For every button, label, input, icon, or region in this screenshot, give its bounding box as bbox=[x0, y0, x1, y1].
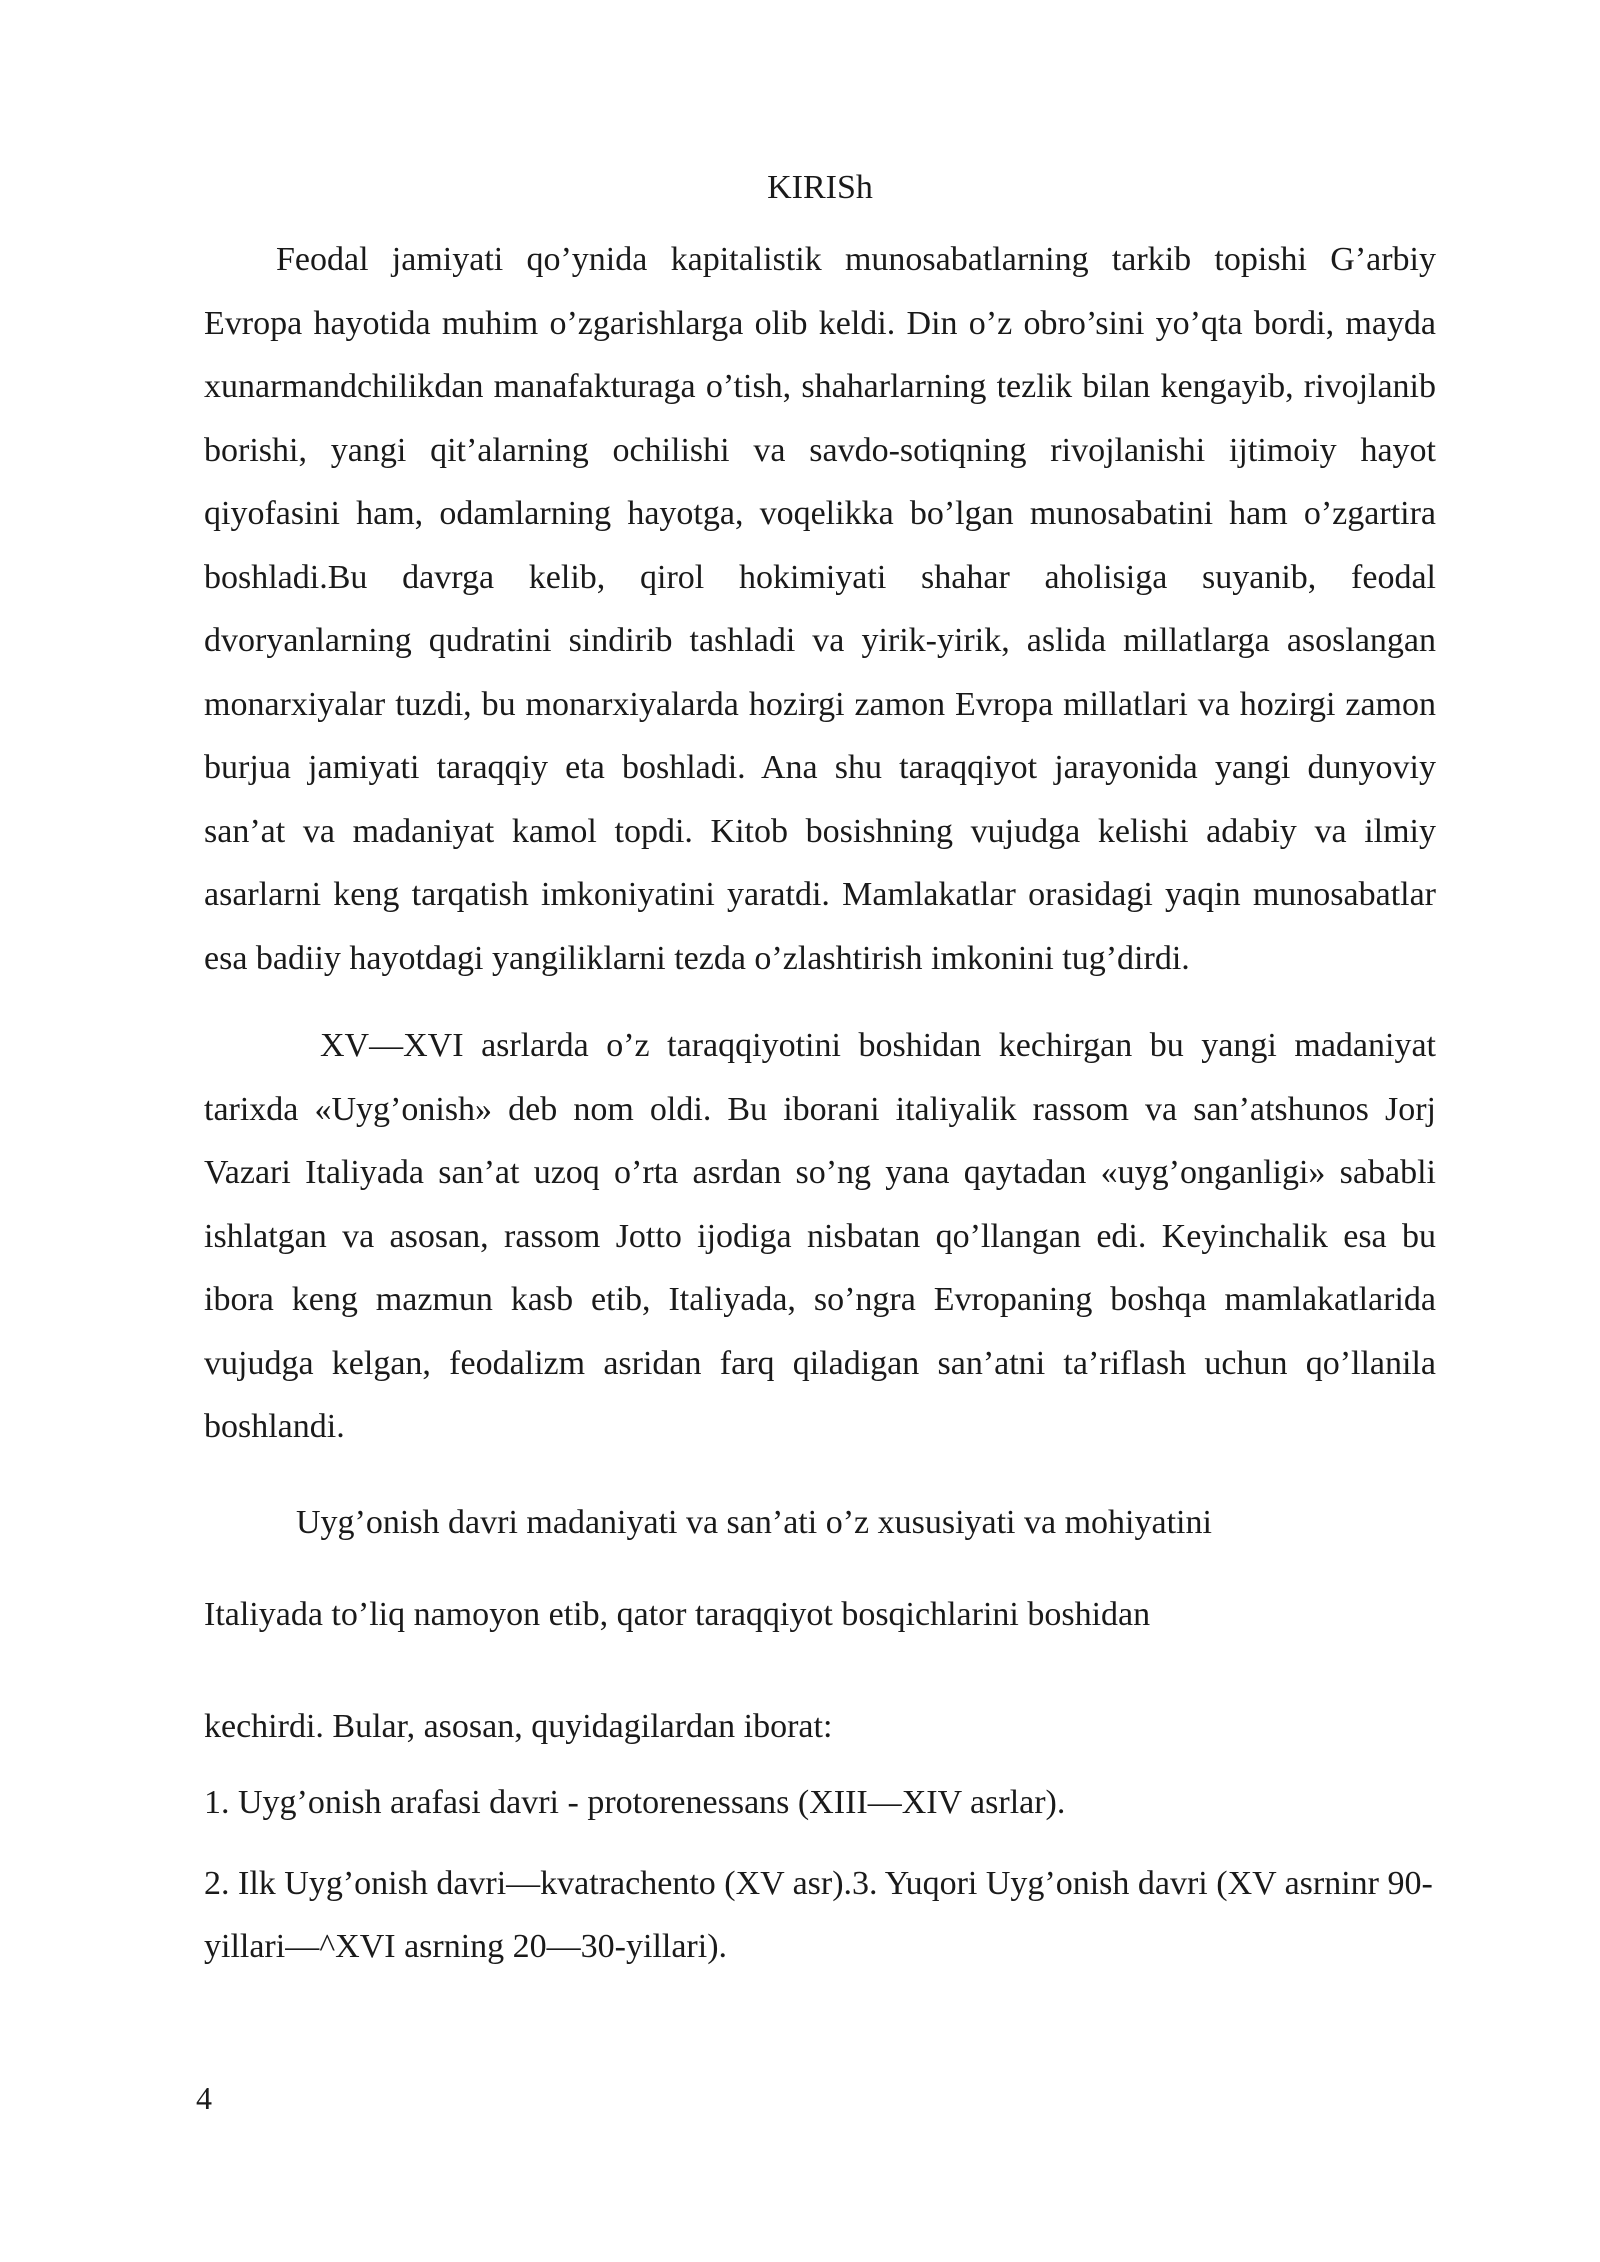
text-line: Uyg’onish davri madaniyati va san’ati o’z xususiyati va mohiyatini bbox=[296, 1503, 1212, 1541]
page-title: KIRISh bbox=[767, 169, 873, 206]
text-line: Italiyada to’liq namoyon etib, qator taraqqiyot bosqichlarini boshidan bbox=[204, 1595, 1151, 1633]
page-number: 4 bbox=[196, 2080, 212, 2116]
list-item: 1. Uyg’onish arafasi davri - protorenessans (XIII—XIV asrlar). bbox=[204, 1783, 1066, 1821]
renaissance-paragraph: XV—XVI asrlarda o’z taraqqiyotini boshidan kechirgan bu yangi madaniyat tarixda «Uyg’onish» deb nom oldi. Bu iborani italiyalik rassom va san’atshunos Jorj Vazari Italiyada san’at uzoq o’rta asrdan so’ng yana qaytadan «uyg’onganligi» sababli ishlatgan va asosan, rassom Jotto ijodiga nisbatan qo’llangan edi. Keyinchalik esa bu ibora keng mazmun kasb etib, Italiyada, so’ngra Evropaning boshqa mamlakatlarida vujudga kelgan, feodalizm asridan farq qiladigan san’atni ta’riflash uchun qo’llanila boshlandi. bbox=[204, 1027, 1436, 1445]
page-content bbox=[204, 164, 1436, 1978]
intro-paragraph: Feodal jamiyati qo’ynida kapitalistik munosabatlarning tarkib topishi G’arbiy Evropa hayotida muhim o’zgarishlarga olib keldi. Din o’z obro’sini yo’qta bordi, mayda xunarmandchilikdan manafakturaga o’tish, shaharlarning tezlik bilan kengayib, rivojlanib borishi, yangi qit’alarning ochilishi va savdo-sotiqning rivojlanishi ijtimoiy hayot qiyofasini ham, odamlarning hayotga, voqelikka bo’lgan munosabatini ham o’zgartira boshladi.Bu davrga kelib, qirol hokimiyati shahar aholisiga suyanib, feodal dvoryanlarning qudratini sindirib tashladi va yirik-yirik, aslida millatlarga asoslangan monarxiyalar tuzdi, bu monarxiyalarda hozirgi zamon Evropa millatlari va hozirgi zamon burjua jamiyati taraqqiy eta boshladi. Ana shu taraqqiyot jarayonida yangi dunyoviy san’at va madaniyat kamol topdi. Kitob bosishning vujudga kelishi adabiy va ilmiy asarlarni keng tarqatish imkoniyatini yaratdi. Mamlakatlar orasidagi yaqin munosabatlar esa badiiy hayotdagi yangiliklarni tezda o’zlashtirish imkonini tug’dirdi. bbox=[204, 241, 1436, 977]
text-line: kechirdi. Bular, asosan, quyidagilardan iborat: bbox=[204, 1707, 833, 1745]
list-item: 2. Ilk Uyg’onish davri—kvatrachento (XV asr).3. Yuqori Uyg’onish davri (XV asrninr 90-yillari—^XVI asrning 20—30-yillari). bbox=[204, 1864, 1433, 1965]
